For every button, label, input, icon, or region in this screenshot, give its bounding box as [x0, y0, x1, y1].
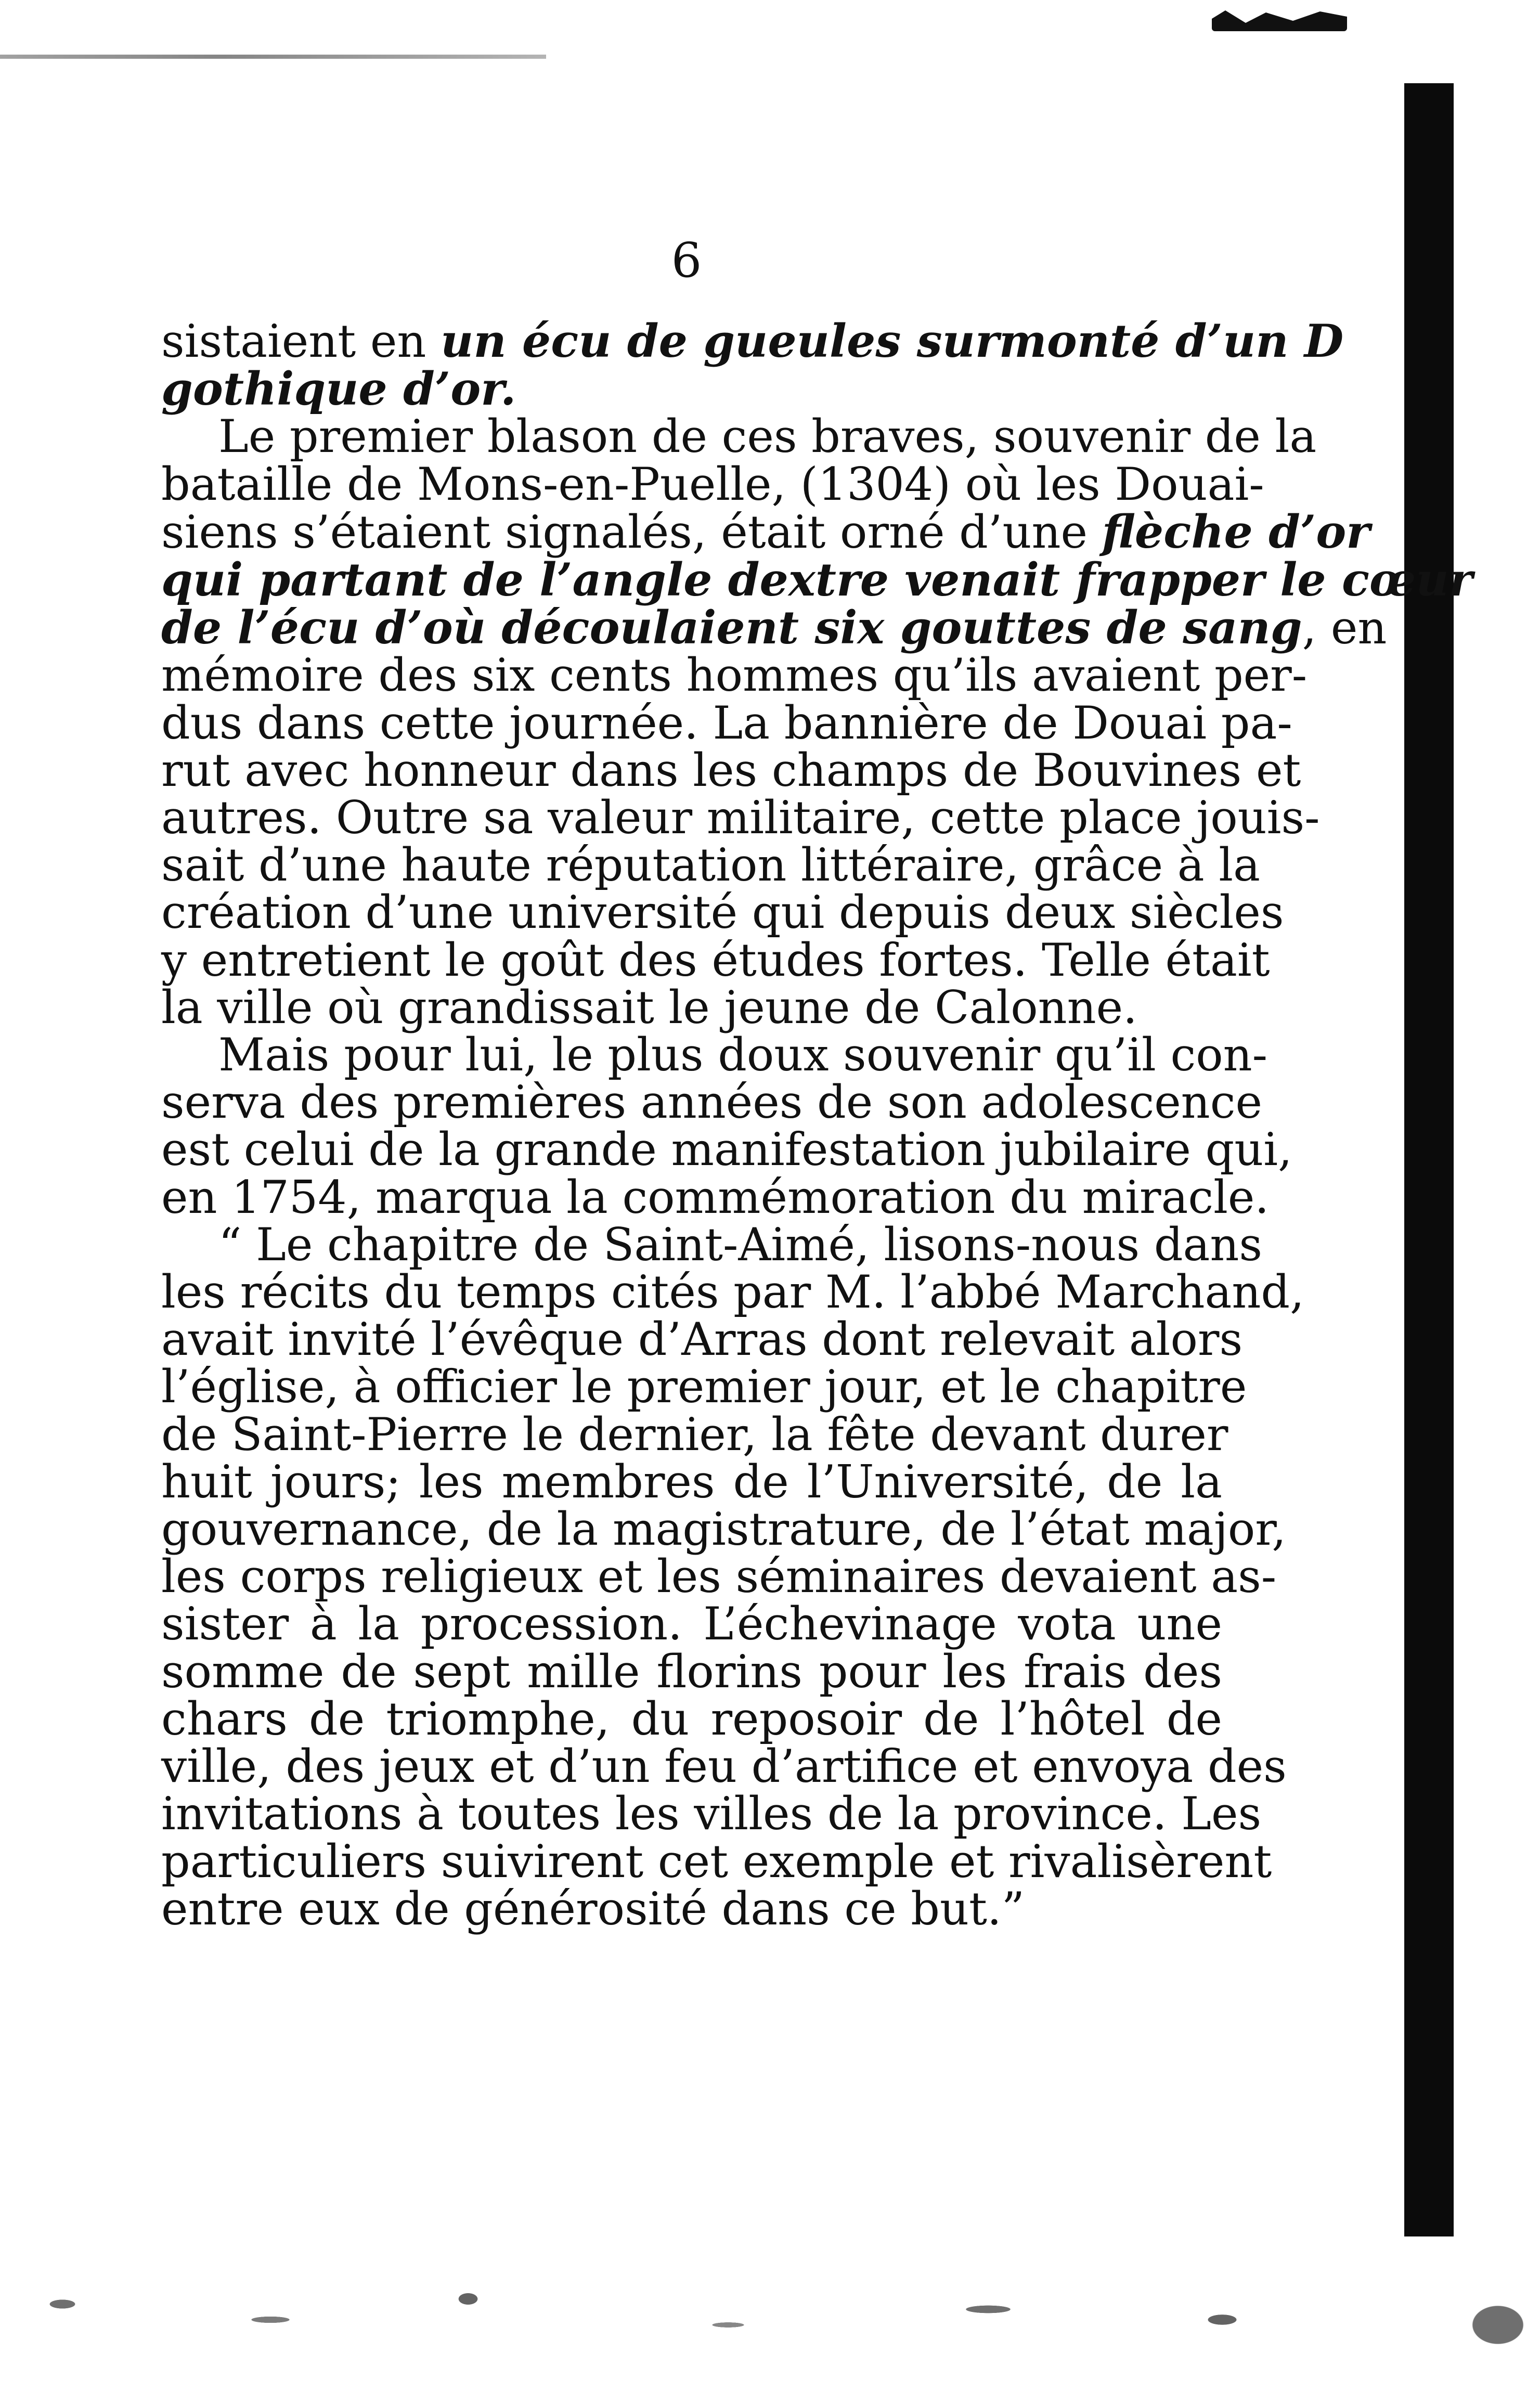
text-line: [161, 696, 1292, 749]
text-run: sister à la procession. L’échevinage vota une: [161, 1597, 1222, 1651]
text-run: l’église, à officier le premier jour, et le chapitre: [161, 1360, 1247, 1414]
text-run: création d’une université qui depuis deux siècles: [161, 886, 1284, 939]
text-run: est celui de la grande manifestation jubilaire qui,: [161, 1123, 1292, 1176]
italic-text: flèche d’or: [1102, 505, 1370, 559]
text-line: [161, 1550, 1277, 1604]
text-line: [161, 980, 1222, 1034]
text-line: [161, 1834, 1272, 1888]
text-run: siens s’étaient signalés, était orné d’une: [161, 505, 1102, 559]
text-line: [161, 1218, 1263, 1271]
text-run: rut avec honneur dans les champs de Bouvines et: [161, 743, 1301, 797]
text-line: [161, 1170, 1270, 1224]
text-run: , en: [1302, 601, 1387, 655]
text-line: [161, 1407, 1228, 1461]
text-line: [161, 933, 1270, 987]
text-line: [161, 1882, 1222, 1935]
text-line: [161, 553, 1473, 607]
text-line: [161, 457, 1264, 511]
text-run: ville, des jeux et d’un feu d’artifice et envoya des: [161, 1740, 1287, 1793]
text-run: invitations à toutes les villes de la province. Les: [161, 1787, 1262, 1841]
text-run: autres. Outre sa valeur militaire, cette place jouis-: [161, 791, 1320, 845]
text-line: [161, 838, 1260, 892]
scan-binding-shadow: [1404, 83, 1454, 2236]
text-line: [161, 1597, 1222, 1651]
text-line: [161, 1028, 1268, 1082]
scan-ink-mark: [1212, 10, 1347, 31]
text-run: en 1754, marqua la commémoration du miracle.: [161, 1170, 1270, 1224]
text-line: [161, 1503, 1286, 1556]
italic-text: de l’écu d’où découlaient six gouttes de sang: [161, 601, 1302, 655]
text-run: gouvernance, de la magistrature, de l’état major,: [161, 1503, 1286, 1556]
text-line: [161, 1692, 1222, 1745]
scan-top-rule: [0, 55, 546, 59]
text-line: [161, 410, 1317, 463]
text-run: “ Le chapitre de Saint-Aimé, lisons-nous dans: [218, 1218, 1263, 1271]
text-line: [161, 791, 1320, 845]
text-run: y entretient le goût des études fortes. Telle était: [161, 933, 1270, 987]
text-run: dus dans cette journée. La bannière de Douai pa-: [161, 696, 1292, 749]
text-line: [161, 1740, 1287, 1793]
text-line: [161, 1455, 1222, 1508]
text-run: sait d’une haute réputation littéraire, grâce à la: [161, 838, 1260, 892]
text-line: [161, 1123, 1292, 1176]
text-line: [161, 1265, 1304, 1319]
text-line: [161, 1076, 1262, 1129]
text-run: serva des premières années de son adolescence: [161, 1076, 1262, 1129]
text-run: chars de triomphe, du reposoir de l’hôtel de: [161, 1692, 1222, 1745]
italic-text: qui partant de l’angle dextre venait frapper le cœur: [161, 553, 1473, 607]
text-run: de Saint-Pierre le dernier, la fête devant durer: [161, 1407, 1228, 1461]
text-line: [161, 1360, 1247, 1414]
text-run: entre eux de générosité dans ce but.”: [161, 1882, 1025, 1935]
text-line: [161, 1645, 1222, 1698]
text-run: avait invité l’évêque d’Arras dont relevait alors: [161, 1313, 1243, 1366]
italic-text: gothique d’or.: [161, 362, 516, 416]
text-line: [161, 601, 1387, 655]
text-run: sistaient en: [161, 315, 441, 368]
text-run: Mais pour lui, le plus doux souvenir qu’il con-: [218, 1028, 1268, 1082]
scan-bottom-noise: [0, 2262, 1540, 2387]
text-run: huit jours; les membres de l’Université, de la: [161, 1455, 1222, 1508]
text-line: [161, 314, 1344, 368]
text-line: [161, 1313, 1243, 1366]
body-text: [161, 314, 1473, 1935]
text-run: particuliers suivirent cet exemple et rivalisèrent: [161, 1834, 1272, 1888]
text-run: mémoire des six cents hommes qu’ils avaient per-: [161, 649, 1308, 702]
text-line: [161, 1787, 1262, 1841]
text-run: les corps religieux et les séminaires devaient as-: [161, 1550, 1277, 1604]
text-run: les récits du temps cités par M. l’abbé Marchand,: [161, 1265, 1304, 1319]
text-run: la ville où grandissait le jeune de Calonne.: [161, 980, 1137, 1034]
text-line: [161, 743, 1301, 797]
text-run: Le premier blason de ces braves, souvenir de la: [218, 410, 1317, 463]
text-run: bataille de Mons-en-Puelle, (1304) où les Douai-: [161, 457, 1264, 511]
text-line: [161, 649, 1308, 702]
text-line: [161, 505, 1370, 559]
italic-text: un écu de gueules surmonté d’un D: [441, 314, 1344, 368]
text-line: [161, 886, 1284, 939]
page-number: 6: [671, 232, 702, 288]
text-line: [161, 362, 1222, 416]
text-run: somme de sept mille florins pour les frais des: [161, 1645, 1222, 1698]
